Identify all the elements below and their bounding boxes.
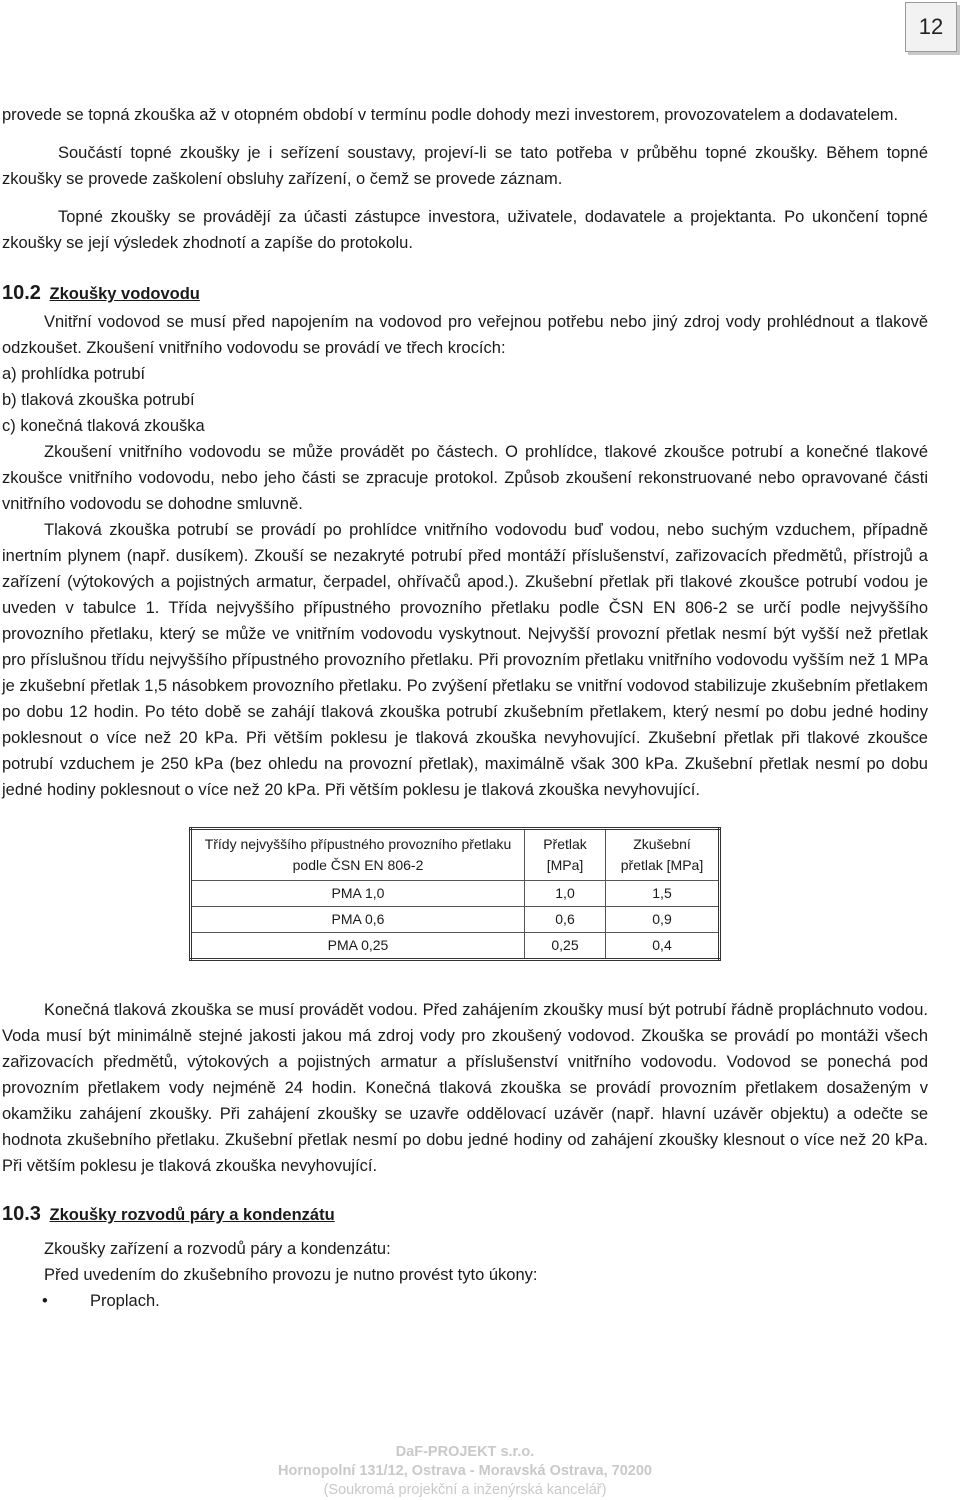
page-number: 12 [905,2,957,52]
section-title: Zkoušky vodovodu [49,285,200,303]
footer-note: (Soukromá projekční a inženýrská kancelář) [323,1482,607,1498]
section-heading-10-3 [2,1199,928,1230]
section-number: 10.2 [2,282,41,304]
table-cell: PMA 1,0 [191,881,525,907]
section-heading-10-2 [2,278,928,309]
table-row [191,933,720,960]
table-header-row [191,829,720,881]
paragraph-adjustment: Součástí topné zkoušky je i seřízení soustavy, projeví-li se tato potřeba v průběhu topné zkoušky. Během topné zkoušky se provede zaškolení obsluhy zařízení, o čemž se provede záznam. [2,144,928,188]
list-item-text: Proplach. [90,1292,160,1310]
paragraph-final-test: Konečná tlaková zkouška se musí provádět vodou. Před zahájením zkoušky musí být potrubí řádně propláchnuto vodou. Voda musí být minimálně stejné jakosti jakou má zdroj vody pro zkoušený vodovod. Zkouška se provádí po montáži všech zařizovacích předmětů, výtokových a pojistných armatur a příslušenství vnitřního vodovodu. Vodovod se ponechá pod provozním přetlakem vody nejméně 24 hodin. Konečná tlaková zkouška se provádí provozním přetlakem dosaženým v okamžiku zahájení zkoušky. Při zahájení zkoušky se uzavře oddělovací uzávěr (např. hlavní uzávěr objektu) a odečte se hodnota zkušebního přetlaku. Zkušební přetlak nesmí po dobu jedné hodiny od zahájení zkoušky klesnout o více než 20 kPa. Při větším poklesu je tlaková zkouška nevyhovující. [2,1001,928,1175]
step-item: a) prohlídka potrubí [2,365,146,383]
page-footer [0,1443,930,1500]
section-title: Zkoušky rozvodů páry a kondenzátu [49,1206,335,1224]
table-header-cell: Přetlak [MPa] [525,829,606,881]
paragraph-before-trial: Před uvedením do zkušebního provozu je nutno provést tyto úkony: [44,1266,538,1284]
table-cell: 0,6 [525,907,606,933]
table-row [191,907,720,933]
table-cell: 0,4 [606,933,720,960]
table-cell: 0,9 [606,907,720,933]
paragraph-participants: Topné zkoušky se provádějí za účasti zástupce investora, uživatele, dodavatele a projektanta. Po ukončení topné zkoušky se její výsledek zhodnotí a zapíše do protokolu. [2,208,928,252]
footer-company: DaF-PROJEKT s.r.o. [395,1444,535,1460]
table-row [191,881,720,907]
paragraph-water-inspection: Vnitřní vodovod se musí před napojením na vodovod pro veřejnou potřebu nebo jiný zdroj vody prohlédnout a tlakově odzkoušet. Zkoušení vnitřního vodovodu se provádí ve třech krocích: [2,313,928,357]
table-cell: 1,0 [525,881,606,907]
paragraph-pressure-test: Tlaková zkouška potrubí se provádí po prohlídce vnitřního vodovodu buď vodou, nebo suchým vzduchem, případně inertním plynem (např. dusíkem). Zkouší se nezakryté potrubí před montáží příslušenství, zařizovacích předmětů, přístrojů a zařízení (výtokových a pojistných armatur, čerpadel, ohřívačů apod.). Zkušební přetlak při tlakové zkoušce potrubí vodou je uveden v tabulce 1. Třída nejvyššího přípustného provozního přetlaku podle ČSN EN 806-2 se určí podle nejvyššího provozního přetlaku, který se může ve vnitřním vodovodu vyskytnout. Nejvyšší provozní přetlak nesmí být vyšší než přetlak pro příslušnou třídu nejvyššího přípustného provozního přetlaku. Při provozním přetlaku vnitřního vodovodu vyšším než 1 MPa je zkušební přetlak 1,5 násobkem provozního přetlaku. Po zvýšení přetlaku se vnitřní vodovod stabilizuje zkušebním přetlakem po dobu 12 hodin. Po této době se zahájí tlaková zkouška potrubí zkušebním přetlakem, který nesmí po dobu jedné hodiny poklesnout o více než 20 kPa. Při větším poklesu je tlaková zkouška nevyhovující. Zkušební přetlak při tlakové zkoušce potrubí vzduchem je 250 kPa (bez ohledu na provozní přetlak), maximálně však 300 kPa. Zkušební přetlak nesmí po dobu jedné hodiny poklesnout o více než 20 kPa. Při větším poklesu je tlaková zkouška nevyhovující. [2,521,928,799]
section-number: 10.3 [2,1203,41,1225]
table-header-cell: Zkušební přetlak [MPa] [606,829,720,881]
paragraph-intro: provede se topná zkouška až v otopném období v termínu podle dohody mezi investorem, provozovatelem a dodavatelem. [2,106,899,124]
table-cell: 0,25 [525,933,606,960]
paragraph-parts-testing: Zkoušení vnitřního vodovodu se může provádět po částech. O prohlídce, tlakové zkoušce potrubí a konečné tlakové zkoušce vnitřního vodovodu, nebo jeho části se zpracuje protokol. Způsob zkoušení rekonstruované nebo opravované části vnitřního vodovodu se dohodne smluvně. [2,443,928,513]
step-item: b) tlaková zkouška potrubí [2,391,195,409]
document-body [2,102,928,1314]
bullet-icon: • [42,1292,48,1310]
table-cell: PMA 0,6 [191,907,525,933]
step-item: c) konečná tlaková zkouška [2,417,205,435]
table-cell: 1,5 [606,881,720,907]
table-header-cell: Třídy nejvyššího přípustného provozního přetlaku podle ČSN EN 806-2 [191,829,525,881]
list-item [2,1288,928,1314]
pressure-class-table [189,827,721,961]
table-cell: PMA 0,25 [191,933,525,960]
paragraph-steam-tests: Zkoušky zařízení a rozvodů páry a kondenzátu: [44,1240,391,1258]
footer-address: Hornopolní 131/12, Ostrava - Moravská Ostrava, 70200 [278,1463,652,1479]
